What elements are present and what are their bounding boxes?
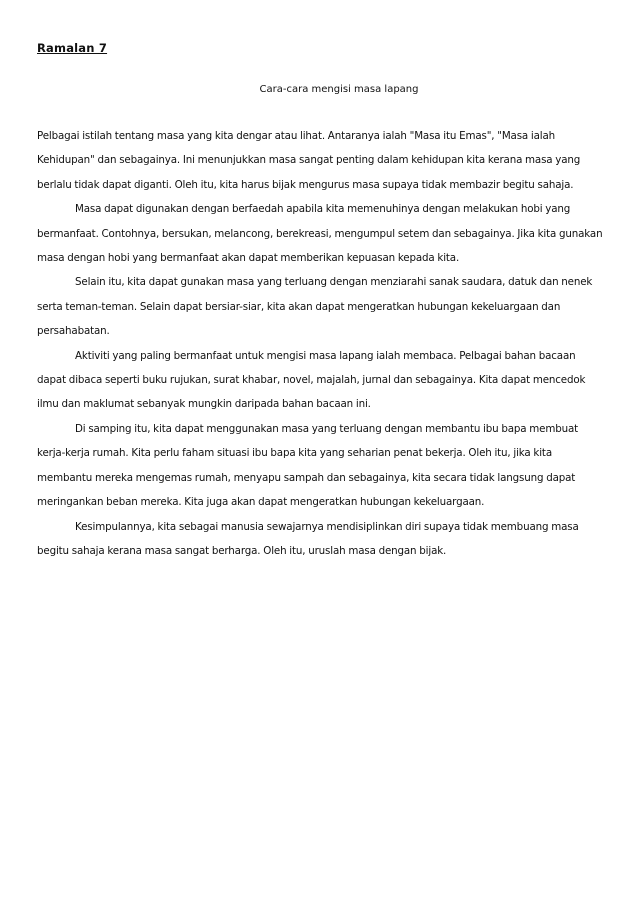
paragraph-1: Pelbagai istilah tentang masa yang kita dengar atau lihat. Antaranya ialah "Masa itu Emas", "Masa ialah Kehidupan" dan sebagainya. Ini menunjukkan masa sangat penting dalam kehidupan kita kerana masa yang berlalu tidak dapat diganti. Oleh itu, kita harus bijak mengurus masa supaya tidak membazir begitu sahaja.: [37, 130, 581, 191]
essay-body: [37, 124, 607, 563]
paragraph-4: Aktiviti yang paling bermanfaat untuk mengisi masa lapang ialah membaca. Pelbagai bahan bacaan dapat dibaca seperti buku rujukan, surat khabar, novel, majalah, jurnal dan sebagainya. Kita dapat mencedok ilmu dan maklumat sebanyak mungkin daripada bahan bacaan ini.: [37, 349, 586, 411]
essay-title-text: Cara-cara mengisi masa lapang: [259, 84, 419, 95]
essay-title: [0, 84, 638, 95]
paragraph-6: Kesimpulannya, kita sebagai manusia sewajarnya mendisiplinkan diri supaya tidak membuang masa begitu sahaja kerana masa sangat berharga. Oleh itu, uruslah masa dengan bijak.: [37, 520, 579, 557]
paragraph-5: Di samping itu, kita dapat menggunakan masa yang terluang dengan membantu ibu bapa membuat kerja-kerja rumah. Kita perlu faham situasi ibu bapa kita yang seharian penat bekerja. Oleh itu, jika kita membantu mereka mengemas rumah, menyapu sampah dan sebagainya, kita secara tidak langsung dapat meringankan beban mereka. Kita juga akan dapat mengeratkan hubungan kekeluargaan.: [37, 422, 579, 509]
paragraph-3: Selain itu, kita dapat gunakan masa yang terluang dengan menziarahi sanak saudara, datuk dan nenek serta teman-teman. Selain dapat bersiar-siar, kita akan dapat mengeratkan hubungan kekeluargaan dan persahabatan.: [37, 276, 593, 338]
paragraph-2: Masa dapat digunakan dengan berfaedah apabila kita memenuhinya dengan melakukan hobi yang bermanfaat. Contohnya, bersukan, melancong, berekreasi, mengumpul setem dan sebagainya. Jika kita gunakan masa dengan hobi yang bermanfaat akan dapat memberikan kepuasan kepada kita.: [37, 203, 603, 265]
document-heading: Ramalan 7: [37, 41, 108, 55]
